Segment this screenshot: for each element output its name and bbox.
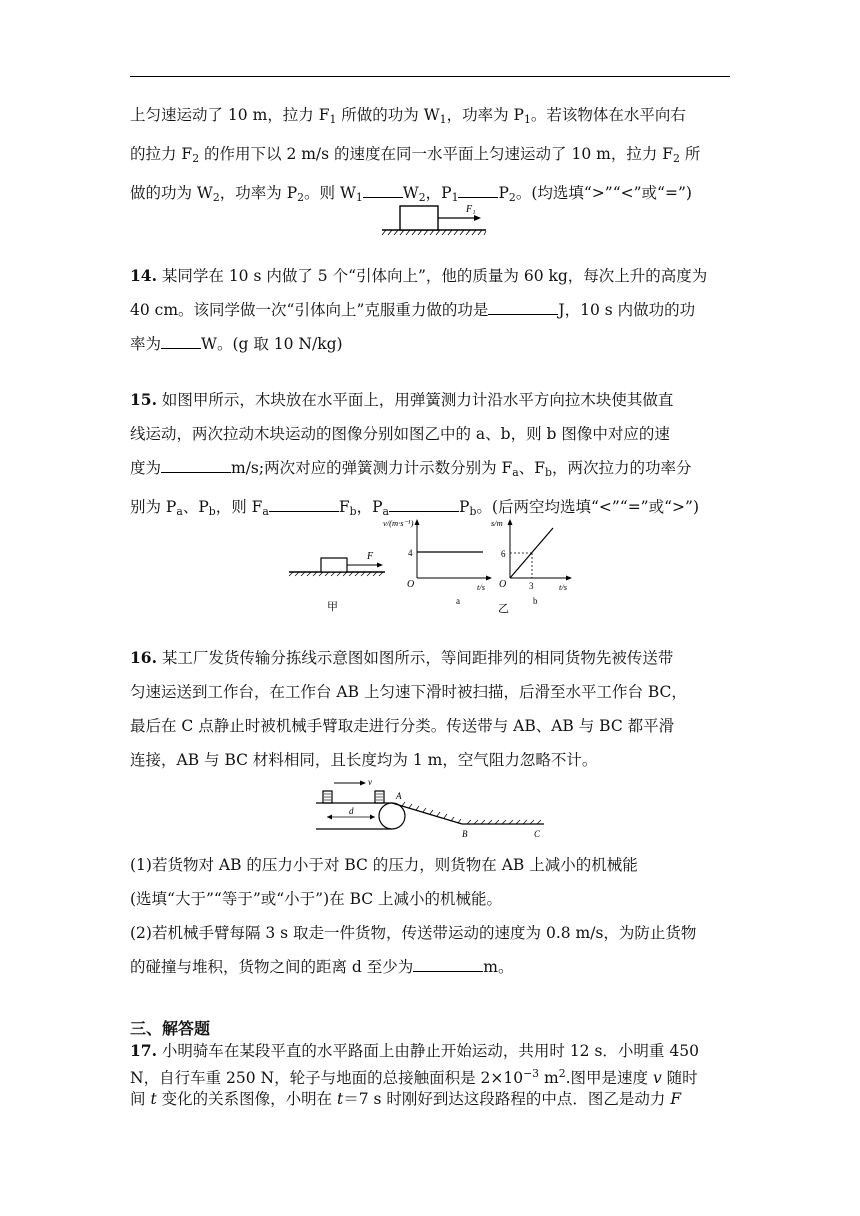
graph-b-xlabel: t/s [559,582,568,592]
q13-line-3: 做的功为 $W_2$，功率为 $P_2$。则 $W_1$ $W_2$，$P_1$ $P_2$。(均选填“>”“<”或“=”) [130,176,730,215]
point-a-label: A [396,791,402,801]
q14-line-3: 率为 W。(g 取 10 N/kg) [130,327,730,361]
question-16-text [130,641,730,777]
q15-figure-block [285,516,585,616]
question-number: 17. [130,1041,157,1060]
q13-figure-block [380,198,490,238]
graph-b-label: b [533,596,538,606]
answer-blank[interactable] [363,181,403,198]
arrow-head-icon [415,519,420,525]
header-rule [130,76,730,77]
graph-a-value: 4 [408,548,413,558]
answer-blank[interactable] [488,298,558,315]
question-17-text [130,1040,730,1111]
q16-line-3: 最后在 C 点静止时被机械手臂取走进行分类。传送带与 AB、AB 与 BC 都平滑 [130,717,675,735]
q16-sub1-line-2: (选填“大于”“等于”或“小于”)在 BC 上减小的机械能。 [130,890,503,908]
platform-hatch [402,802,541,824]
graph-b-ylabel: s/m [491,518,503,528]
block [321,558,347,572]
q15-line-3: 度为 m/s;两次对应的弹簧测力计示数分别为 $F_a$、$F_b$，两次拉力的功率分 [130,451,730,490]
graph-a-xlabel: t/s [477,582,486,592]
question-number: 15. [130,390,157,409]
force-label: F [367,551,374,562]
velocity-label: v [368,777,372,787]
distance-label: d [349,806,354,816]
q17-line-1: 17. 小明骑车在某段平直的水平路面上由静止开始运动，共用时 12 s．小明重 450 [130,1041,699,1060]
answer-blank[interactable] [161,332,201,349]
graph-b-x-value: 3 [529,581,534,591]
q15-line-2: 线运动，两次拉动木块运动的图像分别如图乙中的 a、b，则 b 图像中对应的速 [130,425,670,443]
answer-blank[interactable] [458,181,498,198]
point-b-label: B [462,829,468,839]
arrow-head-icon [508,519,513,525]
arrow-head-icon [486,576,492,581]
graph-b-y-value: 6 [501,549,506,559]
answer-blank[interactable] [269,495,339,512]
q13-line-1: 上匀速运动了 10 m，拉力 $F_1$ 所做的功为 $W_1$，功率为 $P_1$。若该物体在水平向右 [130,106,686,126]
force-label: F₁ [466,204,476,215]
arrow-head-icon [360,781,366,786]
q16-sub1-line-1: (1)若货物对 AB 的压力小于对 BC 的压力，则货物在 AB 上减小的机械能 [130,856,638,874]
block [400,206,438,230]
q15-line-1: 15. 如图甲所示，木块放在水平面上，用弹簧测力计沿水平方向拉木块使其做直 [130,390,674,409]
graph-a-ylabel: v/(m·s⁻¹) [383,518,414,528]
figure-label-jia: 甲 [327,600,338,613]
q16-figure-block [312,775,552,847]
q16-sub2-line-2: 的碰撞与堆积，货物之间的距离 d 至少为 m。 [130,950,730,984]
q16-sub2-line-1: (2)若机械手臂每隔 3 s 取走一件货物，传送带运动的速度为 0.8 m/s，为防止货物 [130,924,697,942]
arrow-head-icon [566,576,572,581]
q15-line-4: 别为 $P_a$、$P_b$，则 $F_a$ $F_b$，$P_a$ $P_b$。(后两空均选填“<”“=”或“>”) [130,490,730,529]
q17-line-2: N，自行车重 250 N，轮子与地面的总接触面积是 $2\times 10^{-3}$ $m^2$.图甲是速度 v 随时 [130,1066,698,1087]
arrow-head-icon [327,815,332,820]
figure-label-yi: 乙 [498,602,509,615]
point-c-label: C [534,829,541,839]
arrow-head-icon [370,815,375,820]
arrow-head-icon [377,563,383,568]
arrow-head-icon [474,215,481,221]
q16-line-1: 16. 某工厂发货传输分拣线示意图如图所示，等间距排列的相同货物先被传送带 [130,648,674,667]
question-15-text [130,383,730,529]
answer-blank[interactable] [389,495,459,512]
question-number: 14. [130,266,157,285]
q14-line-1: 14. 某同学在 10 s 内做了 5 个“引体向上”，他的质量为 60 kg，每次上升的高度为 [130,266,708,285]
question-14-text [130,259,730,361]
q16-line-2: 匀速运送到工作台，在工作台 AB 上匀速下滑时被扫描，后滑至水平工作台 BC， [130,683,687,701]
q16-line-4: 连接，AB 与 BC 材料相同，且长度均为 1 m，空气阻力忽略不计。 [130,751,598,769]
answer-blank[interactable] [161,456,231,473]
question-16-subquestions [130,848,730,984]
roller [379,803,405,829]
question-number: 16. [130,648,157,667]
q17-line-3: 间 t 变化的关系图像，小明在 t＝7 s 时刚好到达这段路程的中点．图乙是动力 F [130,1090,682,1109]
graph-b-origin: O [499,579,507,590]
answer-blank[interactable] [413,955,483,972]
section-heading: 三、解答题 [130,1019,211,1038]
graph-a-origin: O [407,579,415,590]
q14-line-2: 40 cm。该同学做一次“引体向上”克服重力做的功是 J，10 s 内做功的功 [130,293,730,327]
q13-line-2: 的拉力 $F_2$ 的作用下以 2 m/s 的速度在同一水平面上匀速运动了 10 m，拉力 $F_2$ 所 [130,145,701,165]
graph-a-label: a [456,596,460,606]
